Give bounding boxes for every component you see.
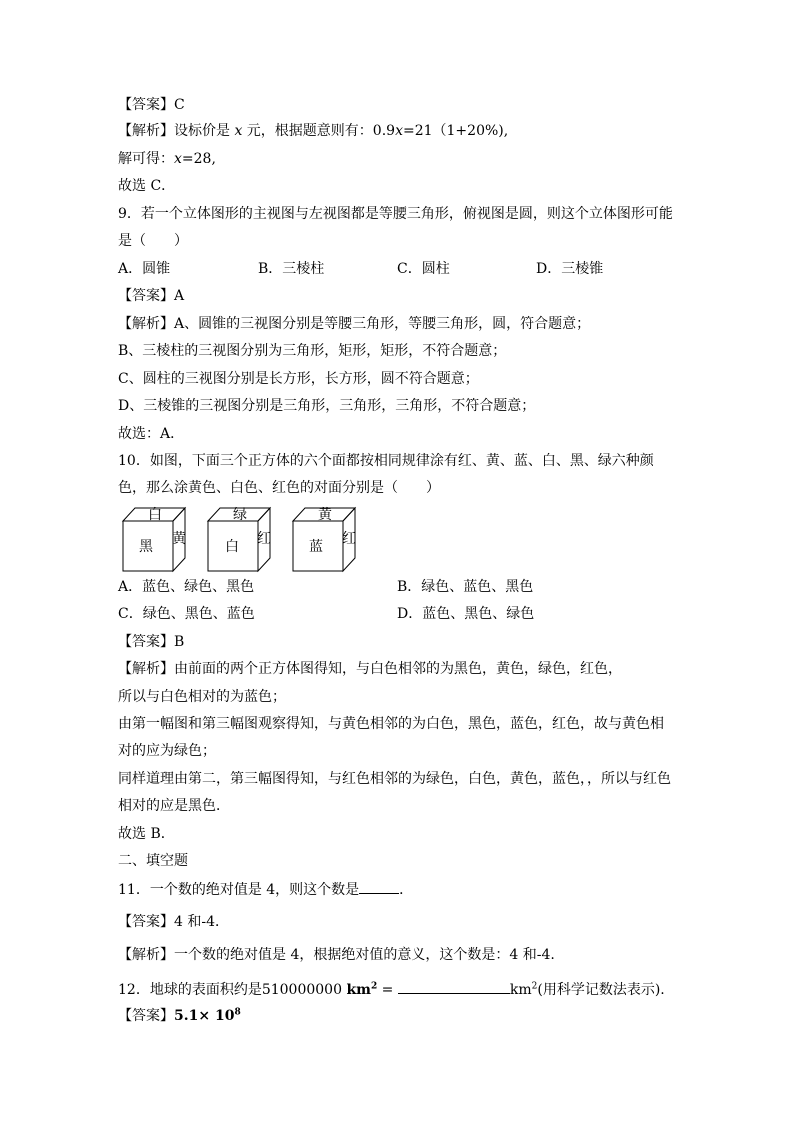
explanation-10-6: 相对的应是黑色． [118,798,230,814]
answer-blank [398,979,510,994]
solve-line [118,149,216,169]
cube-1 [123,507,187,571]
cube-3 [293,507,356,571]
q10-option-c: C．绿色、黑色、蓝色 [118,606,255,622]
unit-km: km [346,982,371,998]
q10-option-d: D．蓝色、黑色、绿色 [397,606,535,622]
cube-3-front-label: 蓝 [309,539,323,555]
cube-1-front-label: 黑 [139,539,153,555]
var-x: x [174,151,182,167]
cube-2-front-label: 白 [225,539,239,555]
answer-8: 【答案】C [118,97,185,113]
answer-11: 【答案】4 和-4． [118,914,229,930]
explanation-10-4: 对的应为绿色； [118,743,216,759]
text: = [377,982,398,998]
text: (用科学记数法表示). [537,982,665,998]
explanation-9-4: D、三棱锥的三视图分别是三角形，三角形，三角形，不符合题意； [118,398,536,414]
explanation-9-3: C、圆柱的三视图分别是长方形，长方形，圆不符合题意； [118,371,479,387]
choose-8: 故选 C． [118,178,176,194]
question-10-line2: 色，那么涂黄色、白色、红色的对面分别是（ ） [118,480,440,496]
var-x: x [234,123,243,139]
answer-12 [118,1006,241,1026]
text: 【答案】 [118,1008,174,1024]
cubes-figure [118,505,398,577]
question-10-line1: 10．如图，下面三个正方体的六个面都按相同规律涂有红、黄、蓝、白、黑、绿六种颜 [118,453,654,469]
text: 解可得： [118,151,174,167]
cube-2-side-label: 红 [257,531,271,547]
text: =21（1+20%), [402,123,509,139]
text: 11．一个数的绝对值是 4，则这个数是 [118,882,360,898]
unit-km: km [509,982,532,998]
superscript: 8 [234,1007,241,1018]
explanation-9-1: 【解析】A、圆锥的三视图分别是等腰三角形，等腰三角形，圆，符合题意； [118,316,591,332]
answer-10: 【答案】B [118,634,185,650]
cube-3-side-label: 红 [342,531,356,547]
text: ． [399,882,414,898]
var-x: x [395,123,403,139]
text: =28, [181,151,216,167]
explanation-10-5: 同样道理由第二，第三幅图得知，与红色相邻的为绿色，白色，黄色，蓝色，，所以与红色 [118,771,671,787]
cube-3-top-label: 黄 [318,507,332,523]
explanation-9-2: B、三棱柱的三视图分别为三角形，矩形，矩形，不符合题意； [118,343,507,359]
section-2-heading: 二、填空题 [118,853,188,869]
answer-blank [359,879,399,894]
q10-option-a: A．蓝色、绿色、黑色 [118,579,255,595]
question-9-line2: 是（ ） [118,233,188,249]
cube-1-side-label: 黄 [172,531,186,547]
text: 元，根据题意则有：0.9 [242,123,396,139]
question-11 [118,879,413,900]
choose-9: 故选：A． [118,426,185,442]
q10-option-b: B．绿色、蓝色、黑色 [397,579,534,595]
explanation-10-2: 所以与白色相对的为蓝色； [118,689,286,705]
cube-2-top-label: 绿 [233,507,247,523]
cube-1-top-label: 白 [148,507,162,523]
q9-option-d: D．三棱锥 [536,261,604,277]
q9-option-b: B．三棱柱 [258,261,325,277]
q9-option-a: A．圆锥 [118,261,171,277]
answer-value: 5.1× 10 [174,1008,235,1024]
text: 【解析】设标价是 [118,123,235,139]
explanation-10-1: 【解析】由前面的两个正方体图得知，与白色相邻的为黑色，黄色，绿色，红色， [118,661,622,677]
explanation-8 [118,121,508,141]
answer-9: 【答案】A [118,288,185,304]
superscript: 2 [370,981,378,992]
question-9-line1: 9．若一个立体图形的主视图与左视图都是等腰三角形，俯视图是圆，则这个立体图形可能 [118,206,673,222]
text: 12．地球的表面积约是510000000 [118,982,347,998]
cube-2 [208,507,271,571]
choose-10: 故选 B． [118,826,175,842]
explanation-11: 【解析】一个数的绝对值是 4，根据绝对值的意义，这个数是：4 和-4. [118,947,555,963]
q9-option-c: C．圆柱 [397,261,450,277]
superscript: 2 [531,981,538,992]
explanation-10-3: 由第一幅图和第三幅图观察得知，与黄色相邻的为白色，黑色，蓝色，红色，故与黄色相 [118,716,664,732]
question-12 [118,979,665,1000]
